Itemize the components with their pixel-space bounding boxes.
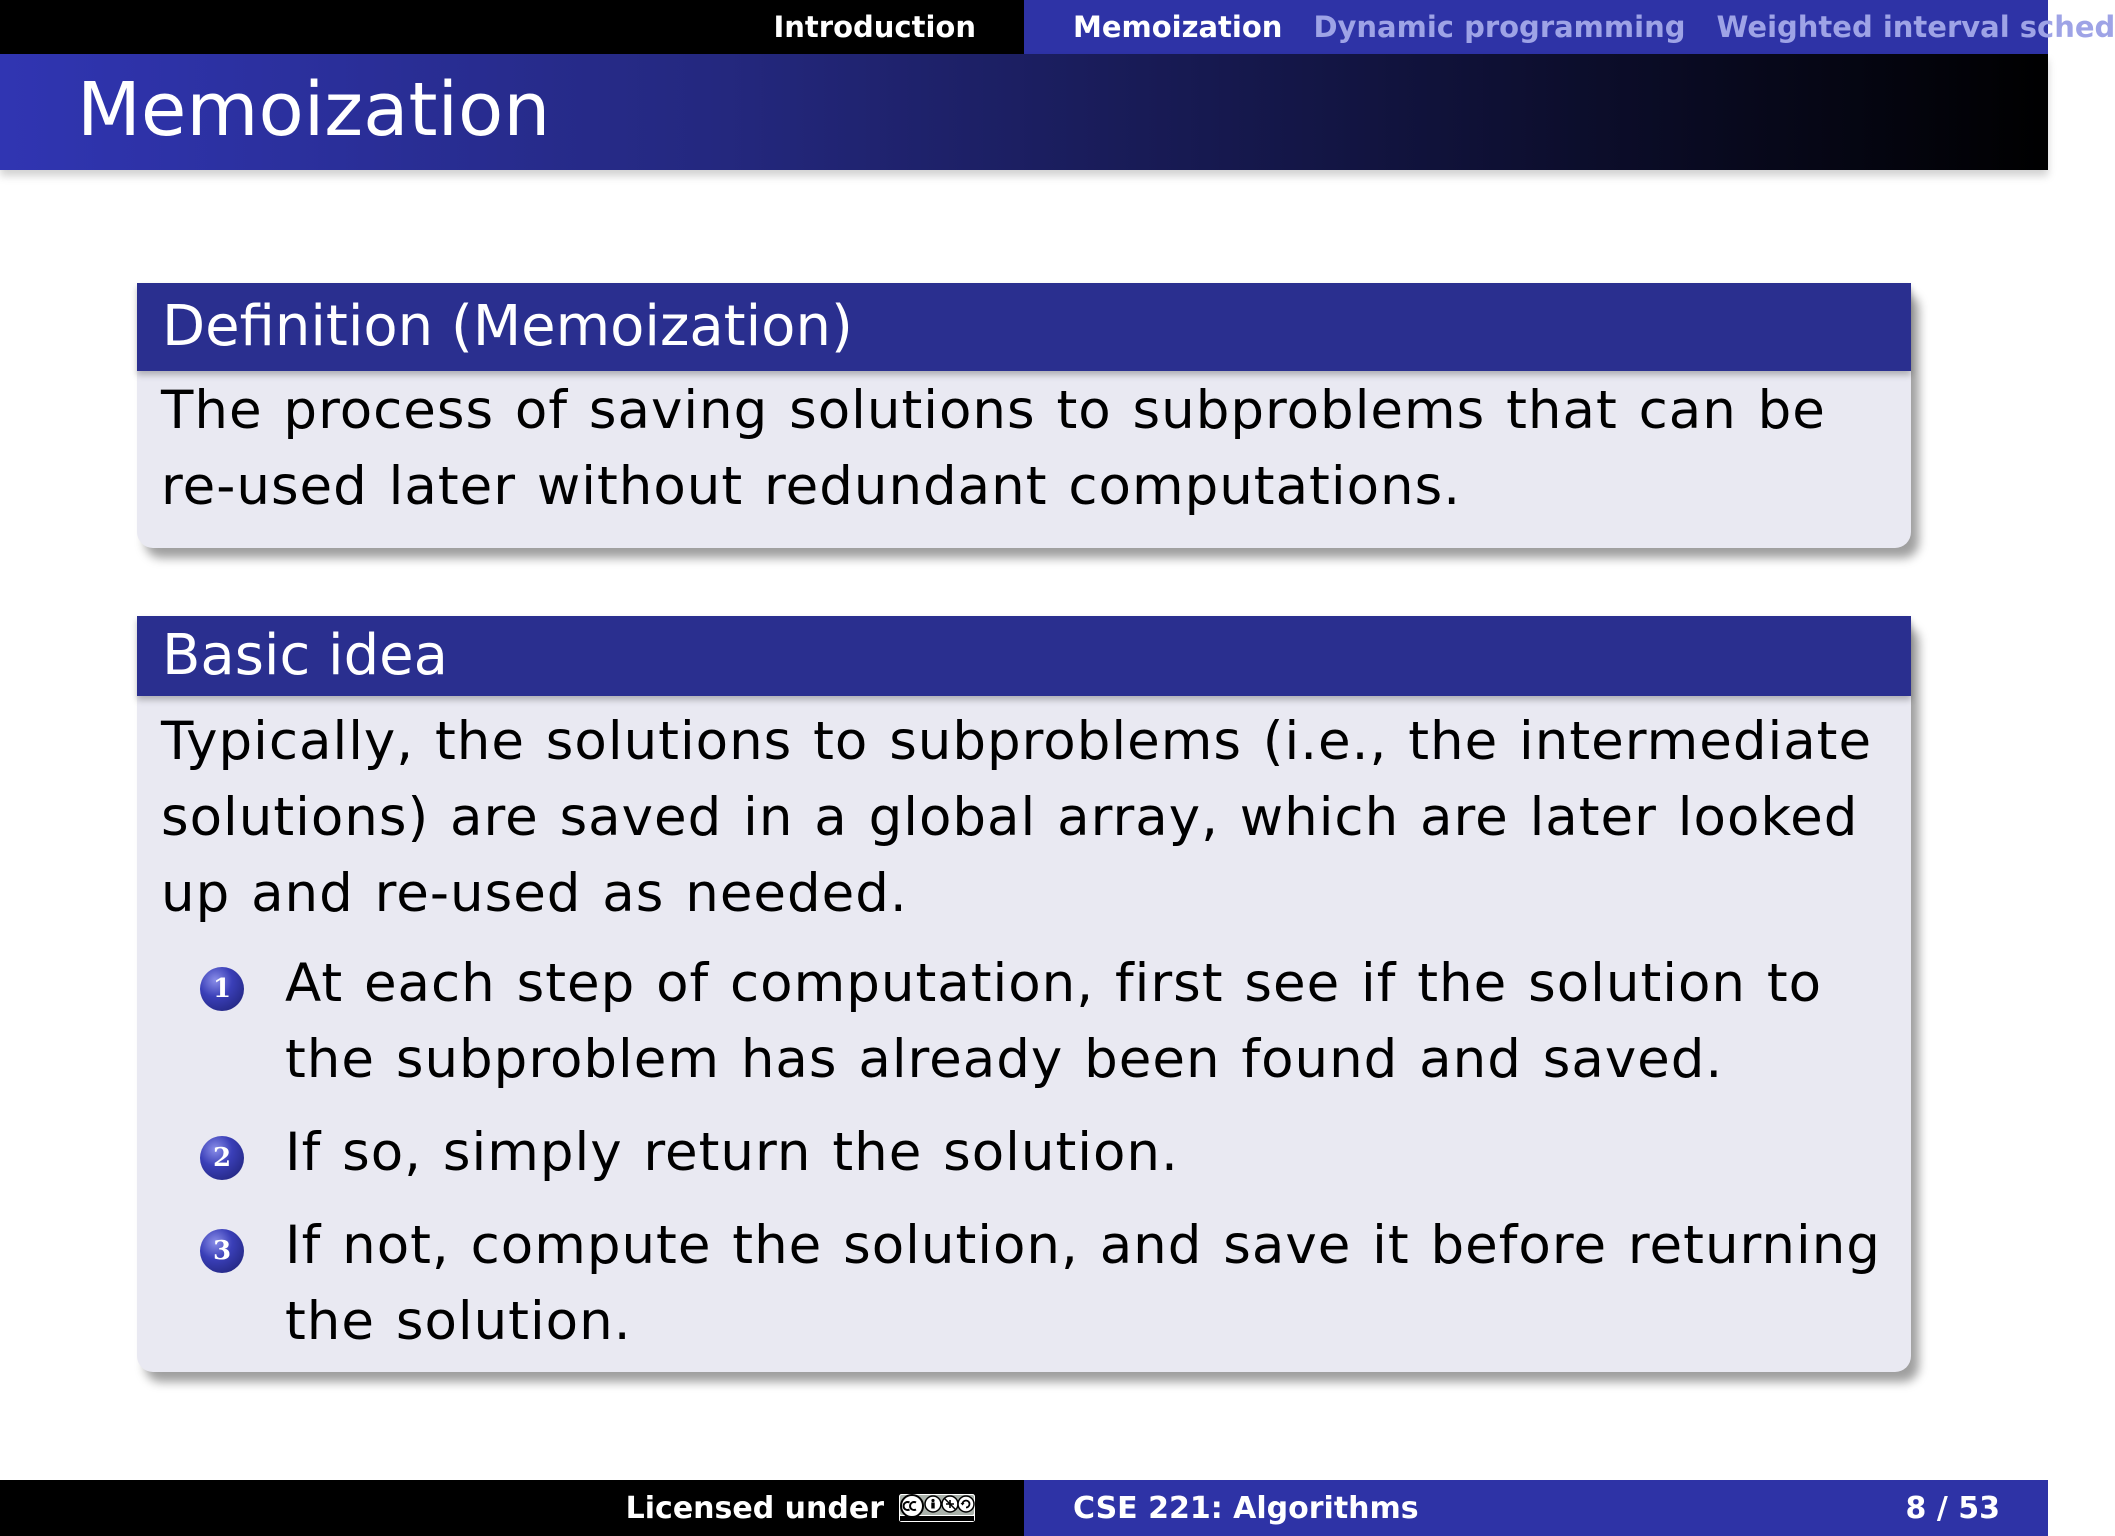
page-number: 8 / 53 [1905, 1490, 2000, 1526]
license-label: Licensed under [625, 1490, 884, 1526]
nav-section-weighted-interval[interactable]: Weighted interval sched [1716, 10, 2115, 44]
nav-section-memoization[interactable]: Memoization [1073, 10, 1283, 44]
footer-right [1024, 1480, 2048, 1536]
list-item-text: If so, simply return the solution. [285, 1122, 1179, 1183]
list-item [161, 1208, 1887, 1360]
section-navigation [0, 0, 2115, 54]
frame-title-bar [0, 54, 2048, 170]
list-item [161, 1115, 1887, 1191]
list-item [161, 946, 1887, 1098]
basic-idea-block-body [137, 696, 1911, 1360]
section-navigation-left [0, 0, 1024, 54]
list-item-text: If not, compute the solution, and save it before returning the solution. [285, 1215, 1881, 1352]
enumeration-ball-icon: 2 [200, 1136, 244, 1180]
definition-block-body: The process of saving solutions to subproblems that can be re-used later without redundant computations. [161, 380, 1826, 517]
page-title: Memoization [77, 67, 551, 153]
basic-idea-block-title: Basic idea [137, 616, 1911, 696]
definition-block-title: Definition (Memoization) [137, 283, 1911, 371]
cc-license-badge-graphic [898, 1493, 976, 1523]
list-item-text: At each step of computation, first see if the solution to the subproblem has already been found and saved. [285, 953, 1823, 1090]
basic-idea-block [137, 616, 1911, 1372]
footer [0, 1480, 2048, 1536]
basic-idea-intro: Typically, the solutions to subproblems (i.e., the intermediate solutions) are saved in a global array, which are later looked up and re-used as needed. [161, 711, 1873, 924]
steps-list [161, 946, 1887, 1360]
nav-section-introduction[interactable]: Introduction [773, 10, 976, 44]
section-navigation-right [1024, 0, 2115, 54]
definition-block [137, 283, 1911, 548]
enumeration-ball-icon: 1 [200, 967, 244, 1011]
footer-left [0, 1480, 1024, 1536]
cc-by-nc-sa-icon[interactable] [898, 1493, 976, 1523]
enumeration-ball-icon: 3 [200, 1229, 244, 1273]
nav-section-dynamic-programming[interactable]: Dynamic programming [1313, 10, 1686, 44]
course-title: CSE 221: Algorithms [1073, 1490, 1419, 1526]
